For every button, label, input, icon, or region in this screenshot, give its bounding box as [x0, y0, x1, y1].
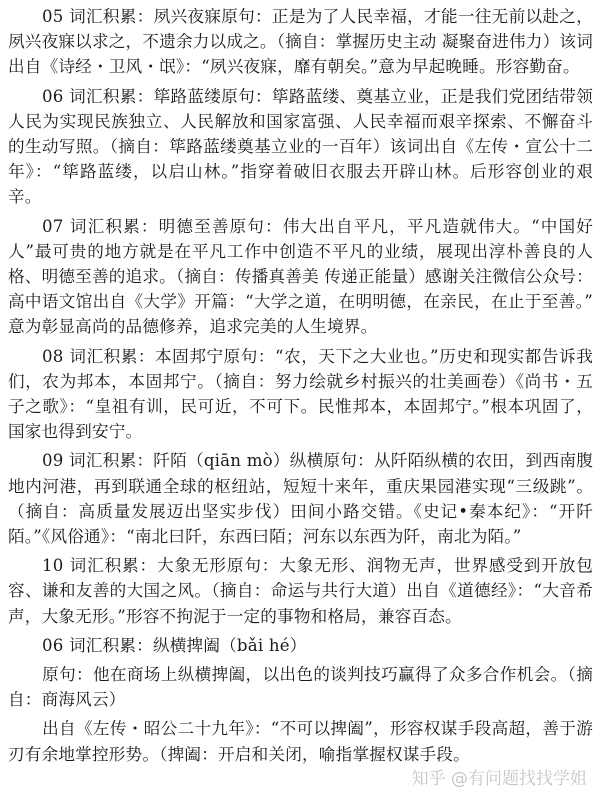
entry-text: 原句：他在商场上纵横捭阖，以出色的谈判技巧赢得了众多合作机会。（摘自：商海风云） — [8, 665, 593, 710]
entry-06b-example — [8, 662, 593, 712]
entry-06 — [8, 84, 593, 210]
entry-08 — [8, 344, 593, 445]
entry-text: 09 词汇积累：阡陌（qiān mò）纵横原句：从阡陌纵横的农田，到西南腹地内河港，再到联通全球的枢纽站，短短十来年，重庆果园港实现“三级跳”。（摘自：高质量发展迈出坚实步伐）田间小路交错。《史记•秦本纪》：“开阡陌。”《风俗通》：“南北曰阡，东西曰陌；河东以东西为阡，南北为陌。” — [8, 451, 593, 547]
entry-06b-title — [8, 633, 593, 658]
entry-text: 07 词汇积累：明德至善原句：伟大出自平凡，平凡造就伟大。“中国好人”最可贵的地方就是在平凡工作中创造不平凡的业绩，展现出淳朴善良的人格、明德至善的追求。（摘自：传播真善美 传递正能量）感谢关注微信公众号：高中语文馆出自《大学》开篇：“大学之道，在明明德，在亲民，在止于至善。” 意为彰显高尚的品德修养，追求完美的人生境界。 — [8, 216, 593, 337]
watermark — [412, 764, 587, 789]
entry-text: 06 词汇积累：筚路蓝缕原句：筚路蓝缕、奠基立业，正是我们党团结带领人民为实现民族独立、人民解放和国家富强、人民幸福而艰辛探索、不懈奋斗的生动写照。（摘自：筚路蓝缕奠基立业的一百年）该词出自《左传・宣公十二年》：“筚路蓝缕，以启山林。”指穿着破旧衣服去开辟山林。后形容创业的艰辛。 — [8, 86, 593, 207]
entry-text: 出自《左传・昭公二十九年》：“不可以捭阖”，形容权谋手段高超，善于游刃有余地掌控形势。（捭阖：开启和关闭，喻指掌握权谋手段。 — [8, 719, 593, 764]
document-page — [8, 4, 593, 771]
entry-text: 06 词汇积累：纵横捭阖（bǎi hé） — [42, 635, 307, 655]
entry-10 — [8, 553, 593, 629]
entry-text: 05 词汇积累：夙兴夜寐原句：正是为了人民幸福，才能一往无前以赴之，夙兴夜寐以求之，不遗余力以成之。（摘自：掌握历史主动 凝聚奋进伟力）该词出自《诗经・卫风・氓》：“夙兴夜寐，靡有朝矣。”意为早起晚睡。形容勤奋。 — [8, 7, 593, 77]
entry-text: 10 词汇积累：大象无形原句：大象无形、润物无声，世界感受到开放包容、谦和友善的大国之风。（摘自：命运与共行大道）出自《道德经》：“大音希声，大象无形。”形容不拘泥于一定的事物和格局，兼容百态。 — [8, 556, 593, 626]
entry-05 — [8, 4, 593, 80]
entry-text: 08 词汇积累：本固邦宁原句：“农，天下之大业也。”历史和现实都告诉我们，农为邦本，本固邦宁。（摘自：努力绘就乡村振兴的壮美画卷）《尚书・五子之歌》：“皇祖有训，民可近，不可下。民惟邦本，本固邦宁。”根本巩固了，国家也得到安宁。 — [8, 346, 593, 442]
watermark-text: 知乎 @有问题找找学姐 — [411, 769, 587, 789]
entry-07 — [8, 214, 593, 340]
entry-09 — [8, 448, 593, 549]
entry-06b-source — [8, 716, 593, 766]
